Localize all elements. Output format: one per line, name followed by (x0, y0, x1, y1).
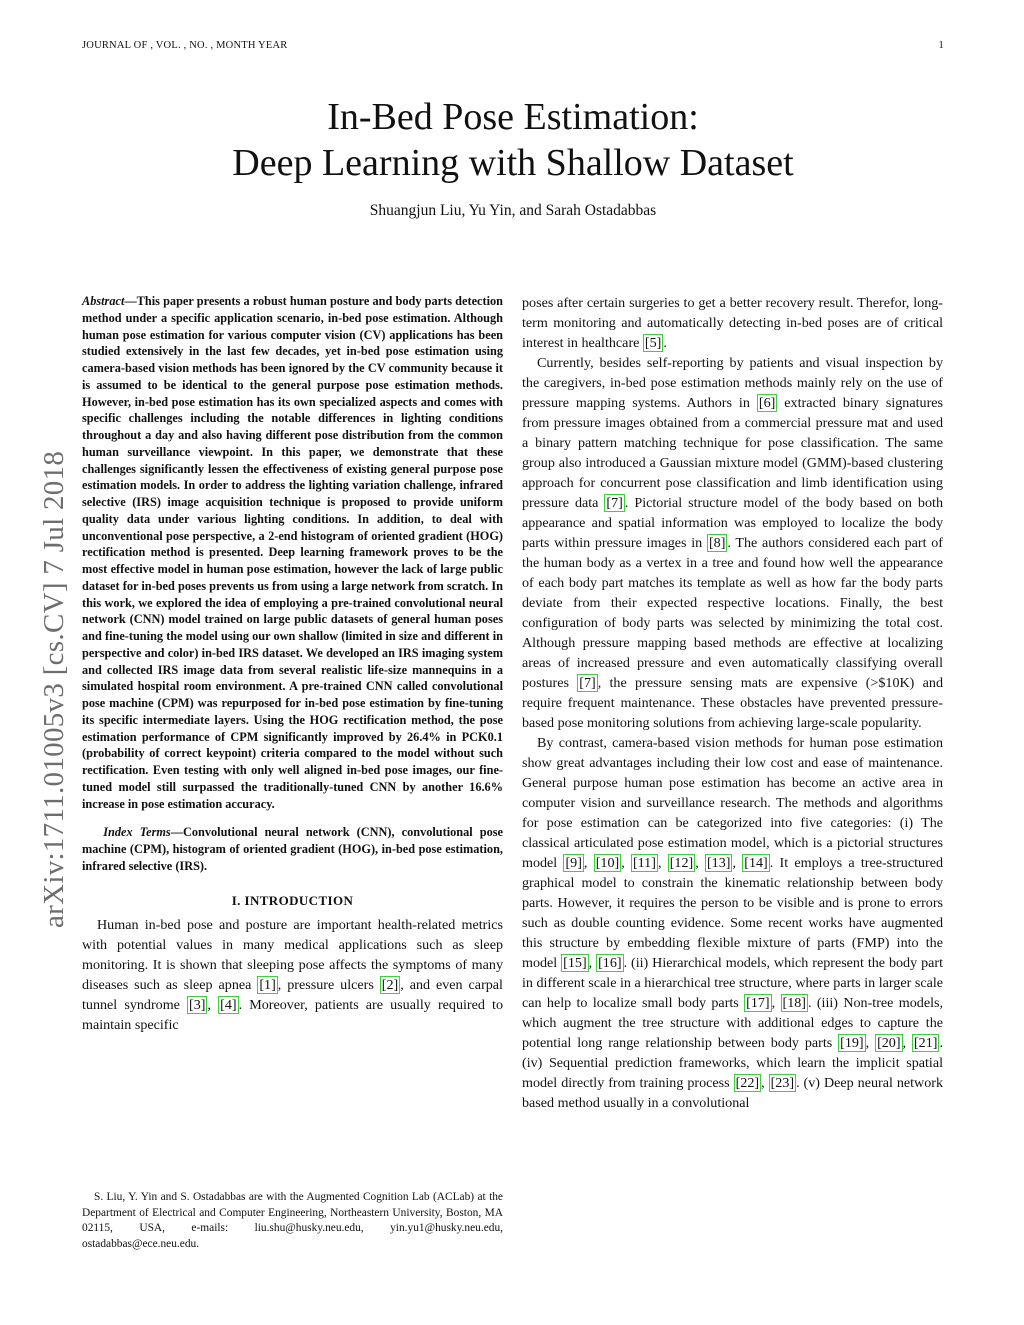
citation-link[interactable]: [1] (259, 976, 276, 993)
citation-link[interactable]: [7] (579, 675, 596, 691)
arxiv-stamp: arXiv:1711.01005v3 [cs.CV] 7 Jul 2018 (38, 450, 70, 928)
affiliation-footnote: S. Liu, Y. Yin and S. Ostadabbas are with the Augmented Cognition Lab (ACLab) at the Department of Electrical and Computer Engineering, Northeastern University, Boston, MA 02115, USA, e-mails: liu.shu@husky.neu.edu, yin.yu1@husky.neu.edu, ostadabbas@ece.neu.edu. (82, 1191, 503, 1250)
journal-info: JOURNAL OF , VOL. , NO. , MONTH YEAR (82, 40, 288, 51)
paper-title (82, 94, 944, 186)
left-column (82, 293, 503, 1035)
citation-link[interactable]: [19] (840, 1035, 864, 1051)
citation-link[interactable]: [13] (706, 855, 731, 871)
citation-link[interactable]: [23] (770, 1075, 795, 1091)
right-column (522, 293, 943, 1113)
citation-link[interactable]: [11] (632, 855, 656, 871)
citation-link[interactable]: [20] (877, 1035, 901, 1051)
index-terms-lead: Index Terms (103, 825, 171, 840)
intro-paragraph-3: By contrast, camera-based vision methods for human pose estimation show great advantages including their low cost and ease of maintenance. General purpose human pose estimation has become an active area in computer vision and surveillance research. The methods and algorithms for pose estimation can be categorized into five categories: (i) The classical articulated pose estimation model, which is a pictorial structures model [9] , [10] , [11] , [12] , [13] , [14] . It employs a tree-structured graphical model to constrain the kinematic relationship between body parts. However, it requires the person to be visible and is prone to errors such as double counting evidence. Some recent works have augmented this structure by embedding flexible mixture of parts (FMP) into the model [15] , [16] . (ii) Hierarchical models, which represent the body part in different scale in a hierarchical tree structure, where parts in larger scale can help to localize small body parts [17] , [18] . (iii) Non-tree models, which augment the tree structure with additional edges to capture the potential long range relationship between body parts [19] , [20] , [21] . (iv) Sequential prediction frameworks, which learn the implicit spatial model directly from training process [22] , [23] . (v) Deep neural network based method usually in a convolutional (522, 735, 944, 1111)
abstract-lead: Abstract (82, 294, 125, 308)
page-number: 1 (938, 40, 944, 51)
title-line-1: In-Bed Pose Estimation: (327, 96, 699, 138)
citation-link[interactable]: [14] (744, 855, 768, 871)
citation-link[interactable]: [3] (189, 996, 206, 1013)
title-block (82, 94, 944, 220)
citation-link[interactable]: [5] (644, 335, 662, 351)
citation-link[interactable]: [21] (913, 1035, 938, 1051)
running-header (82, 40, 944, 56)
citation-link[interactable]: [10] (595, 855, 620, 871)
index-terms-body: —Convolutional neural network (CNN), convolutional pose machine (CPM), histogram of oriented gradient (HOG), in-bed pose estimation, infrared selective (IRS). (82, 825, 503, 873)
citation-link[interactable]: [18] (782, 995, 806, 1011)
index-terms (82, 824, 503, 874)
citation-link[interactable]: [6] (758, 395, 776, 411)
abstract-body: —This paper presents a robust human posture and body parts detection method under a specific application scenario, in-bed pose estimation. Although human pose estimation for various computer vision (CV) applications has been studied extensively in the last few decades, yet in-bed pose estimation using camera-based vision methods has been ignored by the CV community because it is assumed to be identical to the general purpose pose estimation methods. However, in-bed pose estimation has its own specialized aspects and comes with specific challenges including the notable differences in lighting conditions throughout a day and also having different pose distribution from the common human surveillance viewpoint. In this paper, we demonstrate that these challenges significantly lessen the effectiveness of existing general purpose pose estimation models. In order to address the lighting variation challenge, infrared selective (IRS) image acquisition technique is proposed to provide uniform quality data under various lighting conditions. In addition, to deal with unconventional pose perspective, a 2-end histogram of oriented gradient (HOG) rectification method is presented. Deep learning framework proves to be the most effective model in human pose estimation, however the lack of large public dataset for in-bed poses prevents us from using a large network from scratch. In this work, we explored the idea of employing a pre-trained convolutional neural network (CNN) model trained on large public datasets of general human poses and fine-tuning the model using our own shallow (limited in size and different in perspective and color) in-bed IRS dataset. We developed an IRS imaging system and collected IRS image data from several realistic life-size mannequins in a simulated hospital room environment. A pre-trained CNN called convolutional pose machine (CPM) was repurposed for in-bed pose estimation by fine-tuning its specific intermediate layers. Using the HOG rectification method, the pose estimation performance of CPM significantly improved by 26.4% in PCK0.1 (probability of correct keypoint) criteria compared to the model without such rectification. Even testing with only well aligned in-bed pose images, our fine-tuned model still surpassed the traditionally-tuned CNN by another 16.6% increase in pose estimation accuracy. (82, 294, 503, 811)
citation-link[interactable]: [22] (735, 1075, 760, 1091)
citation-link[interactable]: [17] (746, 995, 770, 1011)
citation-link[interactable]: [4] (220, 996, 237, 1013)
title-line-2: Deep Learning with Shallow Dataset (232, 142, 794, 184)
citation-link[interactable]: [9] (565, 855, 582, 871)
intro-paragraph-2: Currently, besides self-reporting by patients and visual inspection by the caregivers, in-bed pose estimation methods mainly rely on the use of pressure mapping systems. Authors in [6] extracted binary signatures from pressure images obtained from a commercial pressure mat and used a binary pattern matching technique for pose classification. The same group also introduced a Gaussian mixture model (GMM)-based clustering approach for concurrent pose classification and limb identification using pressure data [7] . Pictorial structure model of the body based on both appearance and spatial information was employed to localize the body parts within pressure images in [8] . The authors considered each part of the human body as a vertex in a tree and found how well the appearance of each body part matches its template as well as how far the body parts deviate from their expected respective locations. Finally, the best configuration of body parts was selected by minimizing the total cost. Although pressure mapping based methods are effective at localizing areas of increased pressure and even automatically classifying overall postures [7] , the pressure sensing mats are expensive (>$10K) and require frequent maintenance. These obstacles have prevented pressure-based pose monitoring solutions from achieving large-scale popularity. (522, 355, 943, 731)
abstract (82, 293, 503, 812)
citation-link[interactable]: [2] (381, 976, 399, 993)
citation-link[interactable]: [15] (563, 955, 587, 971)
citation-link[interactable]: [7] (606, 495, 623, 511)
section-heading-introduction: I. INTRODUCTION (231, 892, 354, 908)
citation-link[interactable]: [8] (708, 535, 726, 551)
author-list: Shuangjun Liu, Yu Yin, and Sarah Ostadabbas (369, 202, 657, 219)
citation-link[interactable]: [12] (669, 855, 694, 871)
intro-paragraph-1-continued: poses after certain surgeries to get a better recovery result. Therefor, long-term monitoring and automatically detecting in-bed poses are of critical interest in healthcare [5] . (522, 295, 943, 351)
citation-link[interactable]: [16] (598, 955, 622, 971)
intro-paragraph-1: Human in-bed pose and posture are important health-related metrics with potential values in many medical applications such as sleep monitoring. It is shown that sleeping pose affects the symptoms of many diseases such as sleep apnea [1] , pressure ulcers [2] , and even carpal tunnel syndrome [3] , [4] . Moreover, patients are usually required to maintain specific (82, 916, 503, 1033)
